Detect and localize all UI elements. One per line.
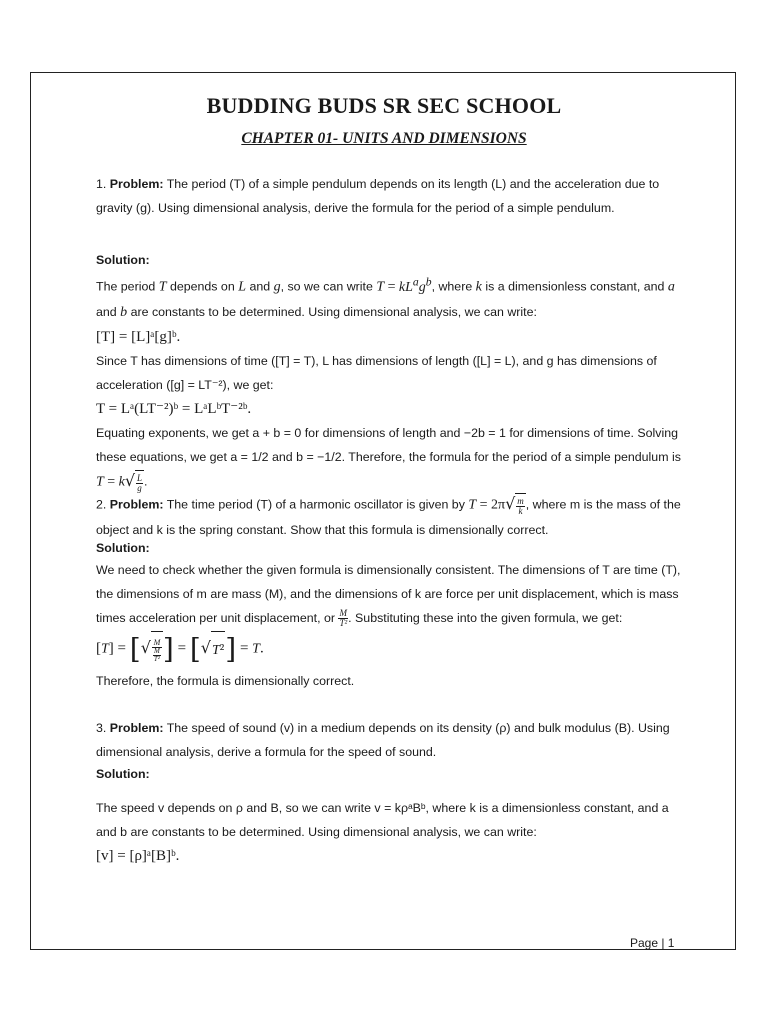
q1-sol-text: is a dimensionless constant, and (485, 279, 665, 294)
q2-solution-label: Solution: (96, 541, 150, 555)
q1-sol-text: and (249, 279, 271, 294)
q1-solution-body: The period T depends on L and g, so we can write $T = kL^ag^b$, where k is a dimensionless constant, and a and b are constants to be determined. Using dimensional analysis, we can write: [T] = [L]ᵃ[g]ᵇ. Since T has dimensions of time ([T] = T), L has dimensions of length ([L] = L), and g has dimensions of acceleration ([g] = LT⁻²), we get: T = Lᵃ(LT⁻²)ᵇ = LᵃLᵇT⁻²ᵇ. Equating exponents, we get a + b = 0 for dimensions of length and −2b = 1 for dimensions of time. Solving these equations, we get a = 1/2 and b = −1/2. Therefore, the formula for the period of a simple pendulum is T = k√ $\frac{L}{g}$ . (96, 270, 686, 495)
q1-problem-text: The period (T) of a simple pendulum depends on its length (L) and the acceleration due to gravity (g). Using dimensional analysis, derive the formula for the period of a simple pendulum. (96, 177, 660, 215)
sqrt-symbol: √ $\frac{L}{g}$ (124, 470, 143, 494)
q1-solution-label: Solution: (96, 253, 150, 267)
q2-sol-text: . Substituting these into the given formula, we get: (348, 611, 623, 625)
q1-sol-text: , so we can write (280, 279, 373, 294)
q2-problem-label: Problem: (109, 497, 164, 512)
q1-sol-text: and (96, 304, 117, 319)
q3-solution-label: Solution: (96, 767, 150, 781)
q3-problem-text: The speed of sound (v) in a medium depends on its density (ρ) and bulk modulus (B). Using dimensional analysis, derive a formula for the speed of sound. (96, 721, 670, 759)
q1-equation-2: T = Lᵃ(LT⁻²)ᵇ = LᵃLᵇT⁻²ᵇ. (96, 400, 252, 417)
q1-sol-text: , where (431, 279, 473, 294)
q3-number: 3. (96, 721, 107, 735)
q1-problem (96, 172, 686, 220)
sqrt-symbol: √ $\frac{m}{k}$ (505, 494, 524, 517)
q1-equation-1: [T] = [L]ᵃ[g]ᵇ. (96, 328, 181, 345)
chapter-title: CHAPTER 01- UNITS AND DIMENSIONS (241, 130, 527, 147)
q3-solution-body (96, 796, 686, 868)
q1-sol-text: depends on (169, 279, 235, 294)
q1-number: 1. (96, 177, 107, 191)
q1-sol-line-3: Equating exponents, we get a + b = 0 for dimensions of length and −2b = 1 for dimensions of time. Solving these equations, we get a = 1/2 and b = −1/2. Therefore, the formula for the period of a simple pendulum is (96, 425, 681, 464)
q2-number: 2. (96, 497, 107, 512)
page-number: Page | 1 (630, 936, 675, 950)
q1-problem-label: Problem: (109, 177, 164, 191)
q2-sol-text: We need to check whether the given formula is dimensionally consistent. The dimensions of T are time (T), the dimensions of m are mass (M), and the dimensions of k are force per unit displacement, which is mass times acceleration per unit displacement, or (96, 563, 681, 625)
q3-problem-label: Problem: (109, 721, 164, 735)
q2-equation: [T] = [√ $\frac{M}{\frac{M}{\text{T²}}}$ ] = [√T²] = T. (96, 630, 686, 669)
q3-sol-text: The speed v depends on ρ and B, so we can write v = kρᵃBᵇ, where k is a dimensionless constant, and a and b are constants to be determined. Using dimensional analysis, we can write: (96, 801, 669, 839)
q2-conclusion: Therefore, the formula is dimensionally correct. (96, 673, 355, 688)
q3-equation: [v] = [ρ]ᵃ[B]ᵇ. (96, 848, 180, 864)
q1-sol-text: The period (96, 279, 156, 294)
school-title: BUDDING BUDS SR SEC SCHOOL (206, 93, 562, 118)
q1-sol-text: are constants to be determined. Using dimensional analysis, we can write: (130, 304, 537, 319)
q2-problem-text: , where m is the mass of the object and k is the spring constant. Show that this formula is dimensionally correct. (96, 497, 681, 538)
q2-solution-body: We need to check whether the given formula is dimensionally consistent. The dimensions of T are time (T), the dimensions of m are mass (M), and the dimensions of k are force per unit displacement, which is mass times acceleration per unit displacement, or $\frac{M}{\text{T²}}$ . Substituting these into the given formula, we get: [T] = [√ $\frac{M}{\frac{M}{\text{T²}}}$ ] = [√T²] = T. Therefore, the formula is dimensionally correct. (96, 558, 686, 693)
q3-problem (96, 716, 686, 764)
q1-sol-line-2: Since T has dimensions of time ([T] = T), L has dimensions of length ([L] = L), and g has dimensions of acceleration ([g] = LT⁻²), we get: (96, 353, 657, 392)
q2-problem-text: The time period (T) of a harmonic oscillator is given by (166, 497, 465, 512)
q2-problem: 2. Problem: The time period (T) of a harmonic oscillator is given by T = 2π√ $\frac{m}{k}$ , where m is the mass of the object and k is the spring constant. Show that this formula is dimensionally correct. (96, 494, 681, 538)
